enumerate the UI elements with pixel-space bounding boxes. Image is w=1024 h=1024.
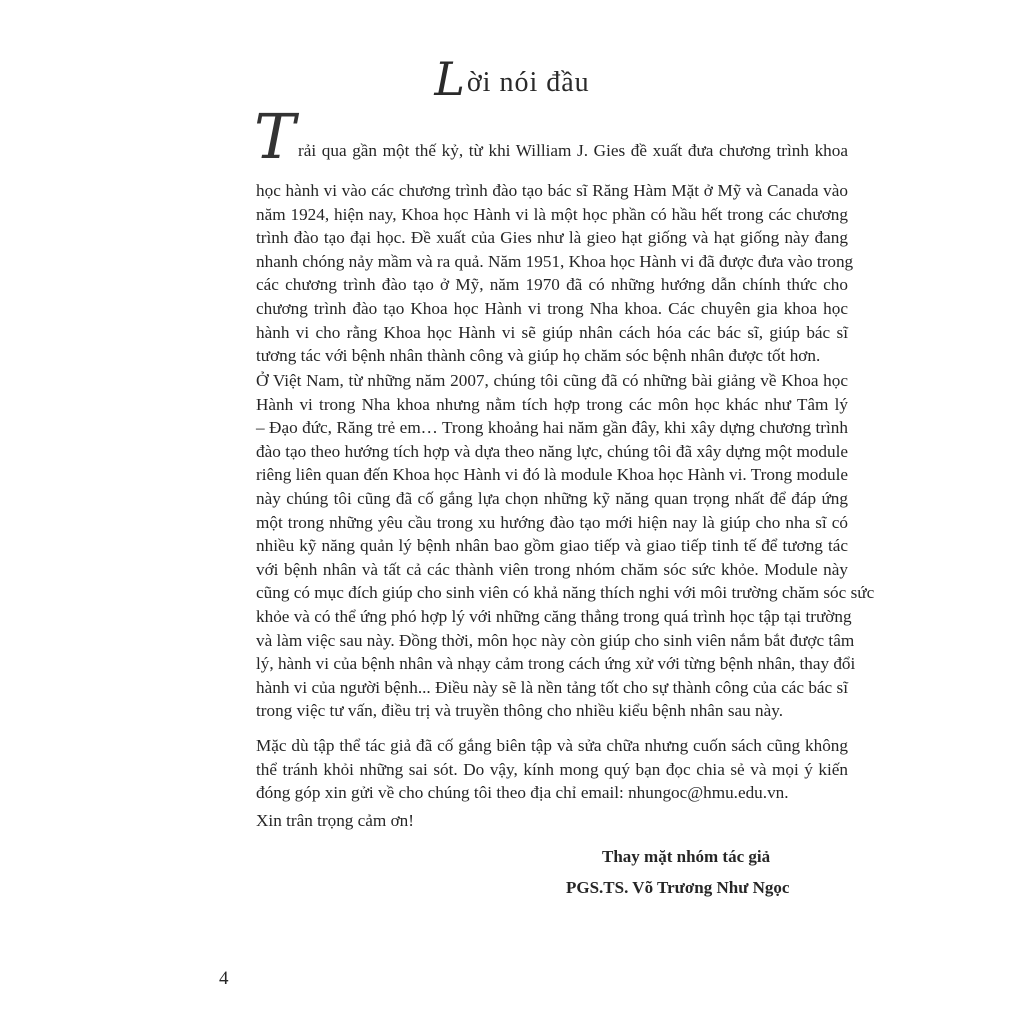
text-line: nhanh chóng nảy mầm và ra quả. Năm 1951, Khoa học Hành vi đã được đưa vào trong <box>256 251 854 271</box>
text-line: các chương trình đào tạo ở Mỹ, năm 1970 đã có những hướng dẫn chính thức cho <box>256 275 848 295</box>
text-line: tương tác với bệnh nhân thành công và giúp họ chăm sóc bệnh nhân được tốt hơn. <box>256 346 821 366</box>
text-line: đào tạo theo hướng tích hợp và dựa theo năng lực, chúng tôi đã xây dựng một module <box>256 441 848 461</box>
paragraph-1 <box>256 179 854 368</box>
text-line: cũng có mục đích giúp cho sinh viên có khả năng thích nghi với môi trường chăm sóc sức <box>256 583 875 603</box>
text-line: Hành vi trong Nha khoa nhưng nằm tích hợp trong các môn học khác như Tâm lý <box>256 394 848 414</box>
paragraph-2 <box>256 369 875 723</box>
page-number: 4 <box>219 968 229 989</box>
text-line: này chúng tôi cũng đã cố gắng lựa chọn những kỹ năng quan trọng nhất để đáp ứng <box>256 488 848 508</box>
title-initial: L <box>434 52 466 106</box>
text-line: hành vi của người bệnh... Điều này sẽ là nền tảng tốt cho sự thành công của các bác sĩ <box>256 677 848 697</box>
first-line: rải qua gần một thế kỷ, từ khi William J. Gies đề xuất đưa chương trình khoa <box>298 141 848 160</box>
text-line: trong việc tư vấn, điều trị và truyền thông cho nhiều kiểu bệnh nhân sau này. <box>256 701 784 721</box>
text-line: Mặc dù tập thể tác giả đã cố gắng biên tập và sửa chữa nhưng cuốn sách cũng không <box>256 736 848 755</box>
page-title <box>0 52 1024 106</box>
text-line: với bệnh nhân và tất cả các thành viên trong nhóm chăm sóc sức khỏe. Module này <box>256 559 848 579</box>
drop-cap: T <box>254 100 296 173</box>
closing-thanks: Xin trân trọng cảm ơn! <box>256 811 415 830</box>
text-line: học hành vi vào các chương trình đào tạo bác sĩ Răng Hàm Mặt ở Mỹ và Canada vào <box>256 181 848 200</box>
text-line: lý, hành vi của bệnh nhân và nhạy cảm trong cách ứng xử với từng bệnh nhân, thay đổi <box>256 654 856 674</box>
text-line: – Đạo đức, Răng trẻ em… Trong khoảng hai năm gần đây, khi xây dựng chương trình <box>256 418 848 438</box>
signature-line-1: Thay mặt nhóm tác giả <box>602 847 771 866</box>
text-line: năm 1924, hiện nay, Khoa học Hành vi là một học phần có hầu hết trong các chương <box>256 204 848 224</box>
paragraph-3 <box>256 734 848 805</box>
text-line: đóng góp xin gửi về cho chúng tôi theo địa chỉ email: nhungoc@hmu.edu.vn. <box>256 783 789 803</box>
text-line: một trong những yêu cầu trong xu hướng đào tạo mới hiện nay là giúp cho nha sĩ có <box>256 512 848 532</box>
signature-line-2: PGS.TS. Võ Trương Như Ngọc <box>566 878 790 897</box>
text-line: riêng liên quan đến Khoa học Hành vi đó là module Khoa học Hành vi. Trong module <box>256 465 848 485</box>
text-line: khỏe và có thể ứng phó hợp lý với những căng thẳng trong quá trình học tập tại trường <box>256 606 852 626</box>
text-line: và làm việc sau này. Đồng thời, môn học này còn giúp cho sinh viên nắm bắt được tâm <box>256 630 855 650</box>
text-line: hành vi cho rằng Khoa học Hành vi sẽ giúp nhân cách hóa các bác sĩ, giúp bác sĩ <box>256 322 848 342</box>
text-line: chương trình đào tạo Khoa học Hành vi trong Nha khoa. Các chuyên gia khoa học <box>256 298 848 318</box>
title-rest: ời nói đầu <box>466 67 590 98</box>
text-line: nhiều kỹ năng quản lý bệnh nhân bao gồm giao tiếp và giao tiếp tinh tế để tương tác <box>256 536 848 556</box>
text-line: thể tránh khỏi những sai sót. Do vậy, kính mong quý bạn đọc chia sẻ và mọi ý kiến <box>256 759 848 779</box>
text-line: Ở Việt Nam, từ những năm 2007, chúng tôi cũng đã có những bài giảng về Khoa học <box>256 371 848 390</box>
text-line: trình đào tạo đại học. Đề xuất của Gies như là gieo hạt giống và hạt giống này đang <box>256 228 848 248</box>
